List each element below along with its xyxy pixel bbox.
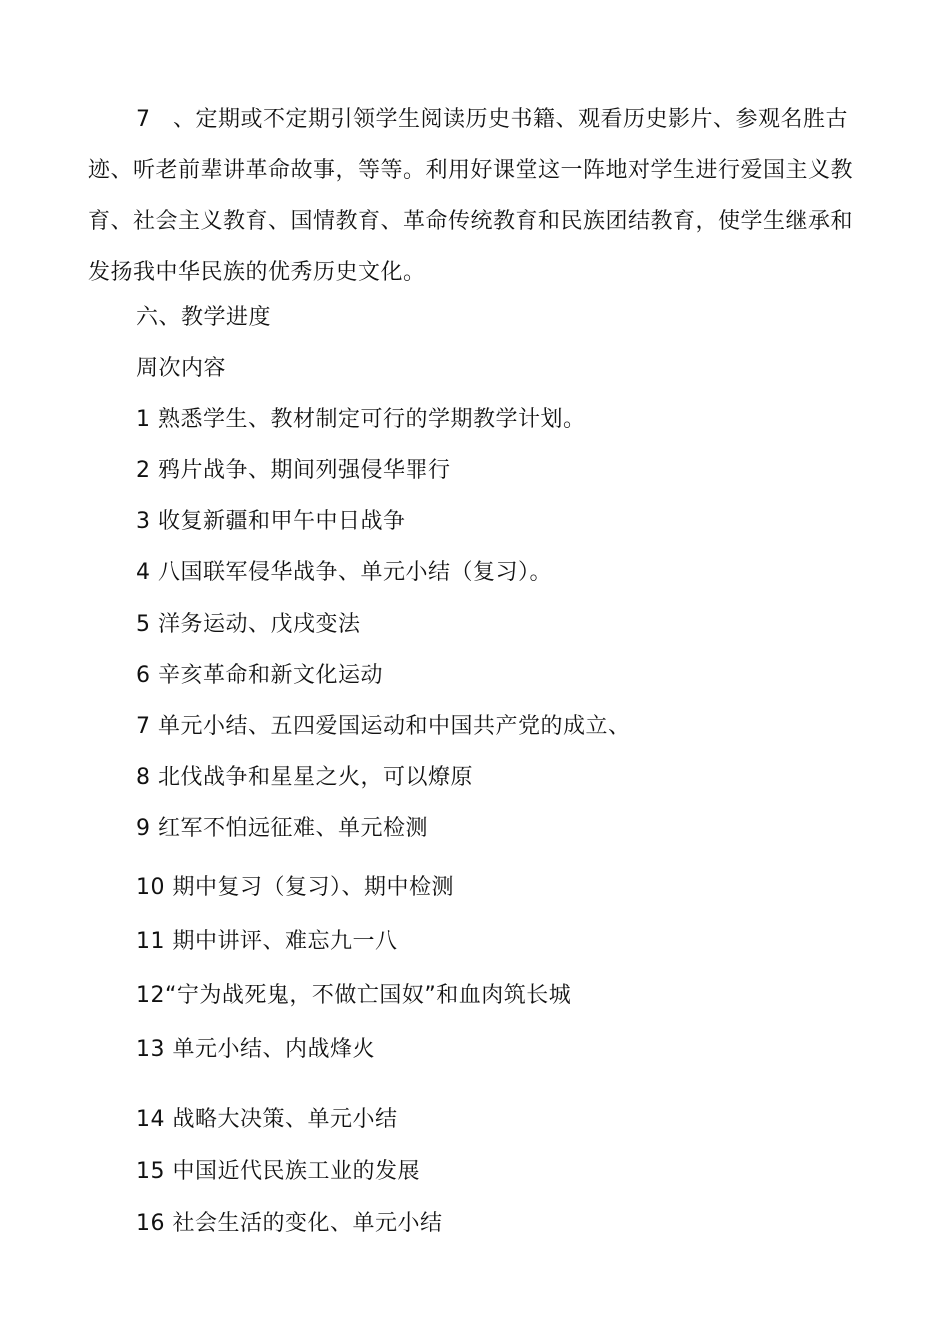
schedule-item-16: 16 社会生活的变化、单元小结 [136, 1211, 443, 1236]
schedule-item-13: 13 单元小结、内战烽火 [136, 1037, 375, 1062]
section-heading: 六、教学进度 [136, 305, 272, 330]
schedule-item-9: 9 红军不怕远征难、单元检测 [136, 816, 428, 841]
schedule-item-6: 6 辛亥革命和新文化运动 [136, 663, 383, 688]
table-header: 周次内容 [136, 356, 227, 381]
schedule-item-8: 8 北伐战争和星星之火，可以燎原 [136, 765, 473, 790]
schedule-item-3: 3 收复新疆和甲午中日战争 [136, 509, 406, 534]
schedule-item-4: 4 八国联军侵华战争、单元小结（复习）。 [136, 560, 552, 585]
schedule-item-7: 7 单元小结、五四爱国运动和中国共产党的成立、 [136, 714, 631, 739]
schedule-item-12: 12“宁为战死鬼，不做亡国奴”和血肉筑长城 [136, 983, 572, 1008]
schedule-item-10: 10 期中复习（复习）、期中检测 [136, 875, 454, 900]
schedule-item-15: 15 中国近代民族工业的发展 [136, 1159, 420, 1184]
schedule-item-14: 14 战略大决策、单元小结 [136, 1107, 398, 1132]
schedule-item-1: 1 熟悉学生、教材制定可行的学期教学计划。 [136, 407, 586, 432]
body-paragraph: 7 、定期或不定期引领学生阅读历史书籍、观看历史影片、参观名胜古迹、听老前辈讲革命故事，等等。利用好课堂这一阵地对学生进行爱国主义教育、社会主义教育、国情教育、革命传统教育和民族团结教育，使学生继承和发扬我中华民族的优秀历史文化。 [88, 107, 854, 285]
schedule-item-11: 11 期中讲评、难忘九一八 [136, 929, 398, 954]
schedule-item-2: 2 鸦片战争、期间列强侵华罪行 [136, 458, 451, 483]
schedule-item-5: 5 洋务运动、戊戌变法 [136, 612, 361, 637]
